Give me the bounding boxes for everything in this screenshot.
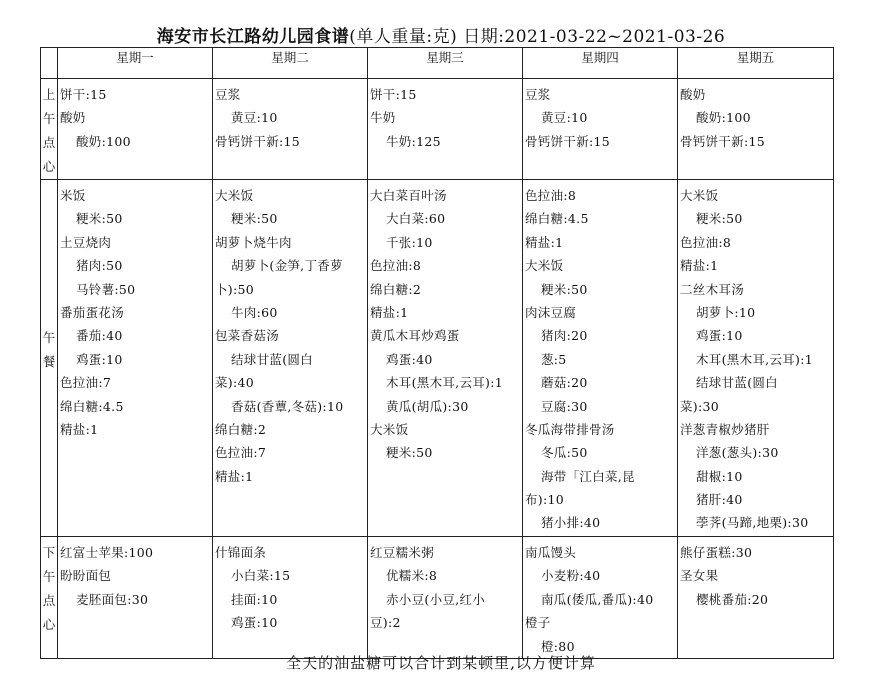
dish-line: 包菜香菇汤 [215,328,280,344]
meal-row-afternoon-snack [41,537,834,659]
footer-note: 全天的油盐糖可以合计到某顿里,以方便计算 [286,654,596,672]
menu-cell [523,180,678,537]
dish-line: 菜):30 [680,398,719,414]
ingredient-line: 豆腐:30 [541,398,588,414]
ingredient-line: 猪肉:20 [541,328,588,344]
menu-cell [213,180,368,537]
ingredient-line: 粳米:50 [231,211,278,227]
menu-cell [58,537,213,659]
dish-line: 米饭 [60,188,86,203]
dish-line: 大米饭 [370,421,409,437]
meal-label-char: 点 [42,593,56,608]
meal-row-lunch [41,180,834,537]
menu-cell [368,79,523,180]
dish-line: 番茄蛋花汤 [60,304,125,320]
dish-line: 豆):2 [370,615,401,631]
header-row [41,48,834,79]
menu-cell [678,180,834,537]
dish-line: 盼盼面包 [60,568,112,584]
day-header: 星期一 [58,48,213,79]
menu-cell [213,537,368,659]
dish-line: 红富士苹果:100 [60,545,154,560]
dish-line: 饼干:15 [60,87,107,102]
day-header: 星期五 [678,48,834,79]
ingredient-line: 粳米:50 [696,211,743,227]
ingredient-line: 胡萝卜:10 [696,304,756,320]
ingredient-line: 樱桃番茄:20 [696,591,769,607]
ingredient-line: 鸡蛋:10 [231,615,278,631]
ingredient-line: 小白菜:15 [231,568,291,584]
meal-label-char: 心 [42,159,56,174]
ingredient-line: 千张:10 [386,234,433,250]
day-header: 星期二 [213,48,368,79]
dish-line: 菜):40 [215,375,254,391]
ingredient-line: 猪小排:40 [541,515,601,531]
dish-line: 精盐:1 [680,258,719,274]
ingredient-line: 蘑菇:20 [541,375,588,391]
meal-label [41,79,58,180]
dish-line: 熊仔蛋糕:30 [680,545,753,560]
dish-line: 牛奶 [370,110,396,126]
dish-line: 精盐:1 [60,421,99,437]
dish-line: 土豆烧肉 [60,234,112,250]
ingredient-line: 鸡蛋:10 [696,328,743,344]
title-detail: (单人重量:克) 日期:2021-03-22~2021-03-26 [349,27,726,47]
dish-line: 骨钙饼干新:15 [680,133,766,149]
meal-label-char: 上 [42,87,56,102]
title-main: 海安市长江路幼儿园食谱 [156,27,350,47]
ingredient-line: 荸荠(马蹄,地栗):30 [696,515,809,531]
day-header: 星期三 [368,48,523,79]
ingredient-line: 粳米:50 [541,281,588,297]
menu-cell [678,537,834,659]
dish-line: 大米饭 [680,188,719,203]
dish-line: 精盐:1 [370,304,409,320]
dish-line: 大米饭 [525,258,564,274]
ingredient-line: 黄瓜(胡瓜):30 [386,398,469,414]
dish-line: 豆浆 [215,87,241,102]
ingredient-line: 黄豆:10 [541,110,588,126]
menu-cell [58,79,213,180]
dish-line: 肉沫豆腐 [525,304,577,320]
ingredient-line: 鸡蛋:40 [386,351,433,367]
dish-line: 圣女果 [680,568,719,584]
ingredient-line: 挂面:10 [231,591,278,607]
menu-cell [368,180,523,537]
meal-label-char: 下 [42,545,56,560]
ingredient-line: 酸奶:100 [76,133,131,149]
ingredient-line: 优糯米:8 [386,568,438,584]
menu-table [40,47,834,659]
menu-cell [213,79,368,180]
day-header: 星期四 [523,48,678,79]
ingredient-line: 牛奶:125 [386,133,441,149]
ingredient-line: 粳米:50 [76,211,123,227]
menu-cell [523,79,678,180]
dish-line: 绵白糖:2 [370,281,422,297]
dish-line: 色拉油:8 [525,188,577,203]
dish-line: 洋葱青椒炒猪肝 [680,421,770,437]
ingredient-line: 牛肉:60 [231,304,278,320]
ingredient-line: 粳米:50 [386,445,433,461]
dish-line: 饼干:15 [370,87,417,102]
ingredient-line: 猪肉:50 [76,258,123,274]
dish-line: 二丝木耳汤 [680,281,745,297]
dish-line: 精盐:1 [525,234,564,250]
menu-cell [678,79,834,180]
page-title [0,22,882,47]
ingredient-line: 鸡蛋:10 [76,351,123,367]
meal-label-char: 午 [42,569,56,584]
ingredient-line: 猪肝:40 [696,492,743,508]
ingredient-line: 赤小豆(小豆,红小 [386,591,486,607]
dish-line: 酸奶 [60,110,86,126]
corner-cell [41,48,58,79]
ingredient-line: 黄豆:10 [231,110,278,126]
ingredient-line: 结球甘蓝(圆白 [231,351,313,367]
dish-line: 豆浆 [525,87,551,102]
ingredient-line: 甜椒:10 [696,468,743,484]
meal-label-char: 餐 [42,354,56,369]
meal-label-char: 午 [42,111,56,126]
dish-line: 色拉油:8 [680,234,732,250]
menu-cell [368,537,523,659]
menu-cell [523,537,678,659]
meal-label-char: 点 [42,135,56,150]
ingredient-line: 番茄:40 [76,328,123,344]
dish-line: 冬瓜海带排骨汤 [525,421,615,437]
dish-line: 绵白糖:4.5 [525,211,589,227]
dish-line: 大米饭 [215,188,254,203]
dish-line: 精盐:1 [215,468,254,484]
ingredient-line: 麦胚面包:30 [76,591,149,607]
dish-line: 色拉油:7 [215,445,267,461]
dish-line: 卜):50 [215,281,254,297]
ingredient-line: 小麦粉:40 [541,568,601,584]
menu-cell [58,180,213,537]
ingredient-line: 冬瓜:50 [541,445,588,461]
dish-line: 骨钙饼干新:15 [525,133,611,149]
ingredient-line: 葱:5 [541,351,567,367]
dish-line: 绵白糖:4.5 [60,398,124,414]
dish-line: 色拉油:8 [370,258,422,274]
ingredient-line: 洋葱(葱头):30 [696,445,779,461]
meal-label-char: 午 [42,330,56,345]
dish-line: 南瓜馒头 [525,545,577,560]
dish-line: 骨钙饼干新:15 [215,133,301,149]
ingredient-line: 香菇(香蕈,冬菇):10 [231,398,344,414]
dish-line: 黄瓜木耳炒鸡蛋 [370,328,460,344]
dish-line: 什锦面条 [215,545,267,560]
ingredient-line: 南瓜(倭瓜,番瓜):40 [541,591,654,607]
meal-label [41,180,58,537]
meal-label-char: 心 [42,617,56,632]
ingredient-line: 海带「江白菜,昆 [541,468,635,484]
dish-line: 红豆糯米粥 [370,545,435,560]
ingredient-line: 结球甘蓝(圆白 [696,375,778,391]
ingredient-line: 胡萝卜(金笋,丁香萝 [231,258,343,274]
ingredient-line: 大白菜:60 [386,211,446,227]
meal-label [41,537,58,659]
dish-line: 胡萝卜烧牛肉 [215,234,292,250]
dish-line: 大白菜百叶汤 [370,188,447,203]
ingredient-line: 木耳(黑木耳,云耳):1 [696,351,813,367]
dish-line: 色拉油:7 [60,375,112,391]
dish-line: 绵白糖:2 [215,421,267,437]
dish-line: 橙子 [525,615,551,631]
ingredient-line: 马铃薯:50 [76,281,136,297]
ingredient-line: 橙:80 [541,638,575,654]
ingredient-line: 木耳(黑木耳,云耳):1 [386,375,503,391]
ingredient-line: 酸奶:100 [696,110,751,126]
meal-row-morning-snack [41,79,834,180]
dish-line: 布):10 [525,492,564,508]
dish-line: 酸奶 [680,87,706,102]
